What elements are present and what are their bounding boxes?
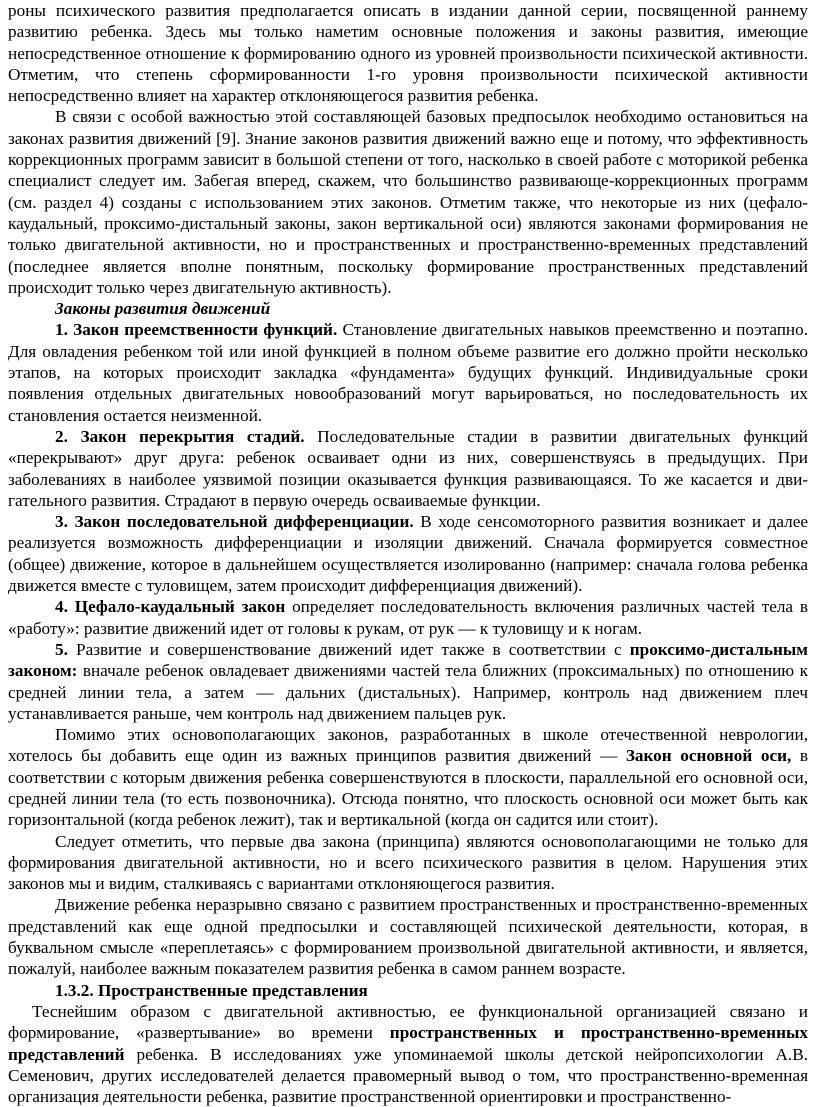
law-2-text: Последовательные стадии в развитии двигательных функций «перекрывают» друг друга: ребенок осваивает одни из них, совершенствуясь в предыдущих. При заболеваниях в наиболее уязвимой позиции оказывается функция развивающаяся. То же касается и дви-гательного развития. Страдают в первую очередь осваиваемые функции. xyxy=(8,426,808,510)
law-2-title: 2. Закон перекрытия стадий. xyxy=(55,426,305,446)
main-axis-bold: Закон основной оси, xyxy=(625,746,792,766)
law-1-title: 1. Закон преемственности функций. xyxy=(55,320,338,340)
paragraph-laws-intro xyxy=(8,106,808,298)
law-5-text-b: вначале ребенок овладевает движениями частей тела ближних (проксимальных) по отношению к средней линии тела, а затем — дальних (дистальных). Например, контроль над движением плеч устанавливается раньше, чем контроль над движением пальцев рук. xyxy=(8,661,808,723)
law-3-paragraph xyxy=(8,511,808,596)
paragraph-first-two-laws-text: Следует отметить, что первые два закона (принципа) являются основополагающими не только для формирования двигательной активности, но и всего психического развития в целом. Нарушения этих законов мы и видим, сталкиваясь с вариантами отклоняющегося развития. xyxy=(8,831,808,894)
paragraph-spatial xyxy=(8,1001,808,1107)
law-1-paragraph xyxy=(8,319,808,425)
heading-section-1-3-2: 1.3.2. Пространственные представления xyxy=(55,980,368,1000)
paragraph-intro-text: роны психического развития предполагается описать в издании данной серии, посвященной раннему развитию ребенка. Здесь мы только наметим основные положения и законы развития, имеющие непосредственное отношение к формированию одного из уровней произвольности психической активности. Отметим, что степень сформированности 1-го уровня произвольности психической активности непосредственно влияет на характер отклоняющегося развития ребенка. xyxy=(8,1,808,106)
paragraph-movement-text: Движение ребенка неразрывно связано с развитием пространственных и пространственно-временных представлений как еще одной предпосылки и составляющей психической деятельности, которая, в буквальном смысле «переплетаясь» с формированием произвольной двигательной активности, и является, пожалуй, наиболее важным показателем развития ребенка в самом раннем возрасте. xyxy=(8,895,808,979)
law-5-text-a: Развитие и совершенствование движений идет также в соответствии с xyxy=(67,639,630,659)
paragraph-laws-intro-text: В связи с особой важностью этой составляющей базовых предпосылок необходимо остановиться на законах развития движений [9]. Знание законов развития движений важно еще и потому, что эффективность коррекционных программ зависит в большой степени от того, насколько в своей работе с моторикой ребенка специалист следует им. Забегая вперед, скажем, что большинство развивающе-коррекционных программ (см. раздел 4) созданы с использованием этих законов. Отметим также, что некоторые из них (цефало-каудальный, проксимо-дистальный законы, закон вертикальной оси) являются законами формирования не только двигательной активности, но и пространственных и пространственно-временных представлений (последнее является вполне понятным, поскольку формирование пространственных представлений происходит только через двигательную активность). xyxy=(8,107,808,297)
spatial-bold: пространственных и пространственно-временных представлений xyxy=(8,1023,809,1064)
law-4-text: определяет последовательность включения различных частей тела в «работу»: развитие движений идет от головы к рукам, от рук — к туловищу и к ногам. xyxy=(8,597,808,638)
spatial-text-a: Теснейшим образом с двигательной активностью, ее функциональной организацией связано и формирование, «развертывание» во времени xyxy=(8,1001,808,1043)
law-3-text: В ходе сенсомоторного развития возникает и далее реализуется возможность дифференциации и изоляции движений. Сначала формируется совместное (общее) движение, которое в дальнейшем осуществляется изолированно (например: сначала голова ребенка движется вместе с туловищем, затем происходит дифференциация движений). xyxy=(8,512,808,596)
main-axis-text-a: Помимо этих основополагающих законов, разработанных в школе отечественной неврологии, хотелось бы добавить еще один из важных принципов развития движений — xyxy=(8,725,808,766)
law-3-title: 3. Закон последовательной дифференциации. xyxy=(55,512,414,532)
paragraph-main-axis xyxy=(8,724,808,830)
heading-laws-of-movement: Законы развития движений xyxy=(55,299,271,319)
paragraph-first-two-laws xyxy=(8,831,808,895)
law-4-paragraph xyxy=(8,596,808,639)
main-axis-text-b: в соответствии с которым движения ребенка совершенствуются в плоскости, параллельной его основной оси, средней линии тела (то есть позвоночника). Отсюда понятно, что плоскость основной оси может быть как горизонтальной (когда ребенок лежит), так и вертикальной (когда он садится или стоит). xyxy=(8,746,809,830)
law-5-paragraph xyxy=(8,639,808,724)
spatial-text-b: ребенка. В исследованиях уже упоминаемой школы детской нейропсихологии А.В. Семенович, других исследователей делается правомерный вывод о том, что пространственно-временная организация деятельности ребенка, развитие пространственной ориентировки и пространственно- xyxy=(8,1044,808,1107)
law-2-paragraph xyxy=(8,426,808,511)
law-5-bold: проксимо-дистальным законом: xyxy=(8,639,808,681)
paragraph-movement xyxy=(8,894,808,979)
law-1-text: Становление двигательных навыков преемственно и поэтапно. Для овладения ребенком той или иной функцией в полном объеме развитие его должно пройти несколько этапов, на которых происходит закладка «фундамента» будущих функций. Индивидуальные сроки появления отдельных двигательных новообразований могут варьироваться, но последовательность их становления остается неизменной. xyxy=(8,320,809,425)
law-5-number: 5. xyxy=(55,639,68,659)
law-4-title: 4. Цефало-каудальный закон xyxy=(55,597,286,617)
paragraph-intro xyxy=(8,0,808,106)
